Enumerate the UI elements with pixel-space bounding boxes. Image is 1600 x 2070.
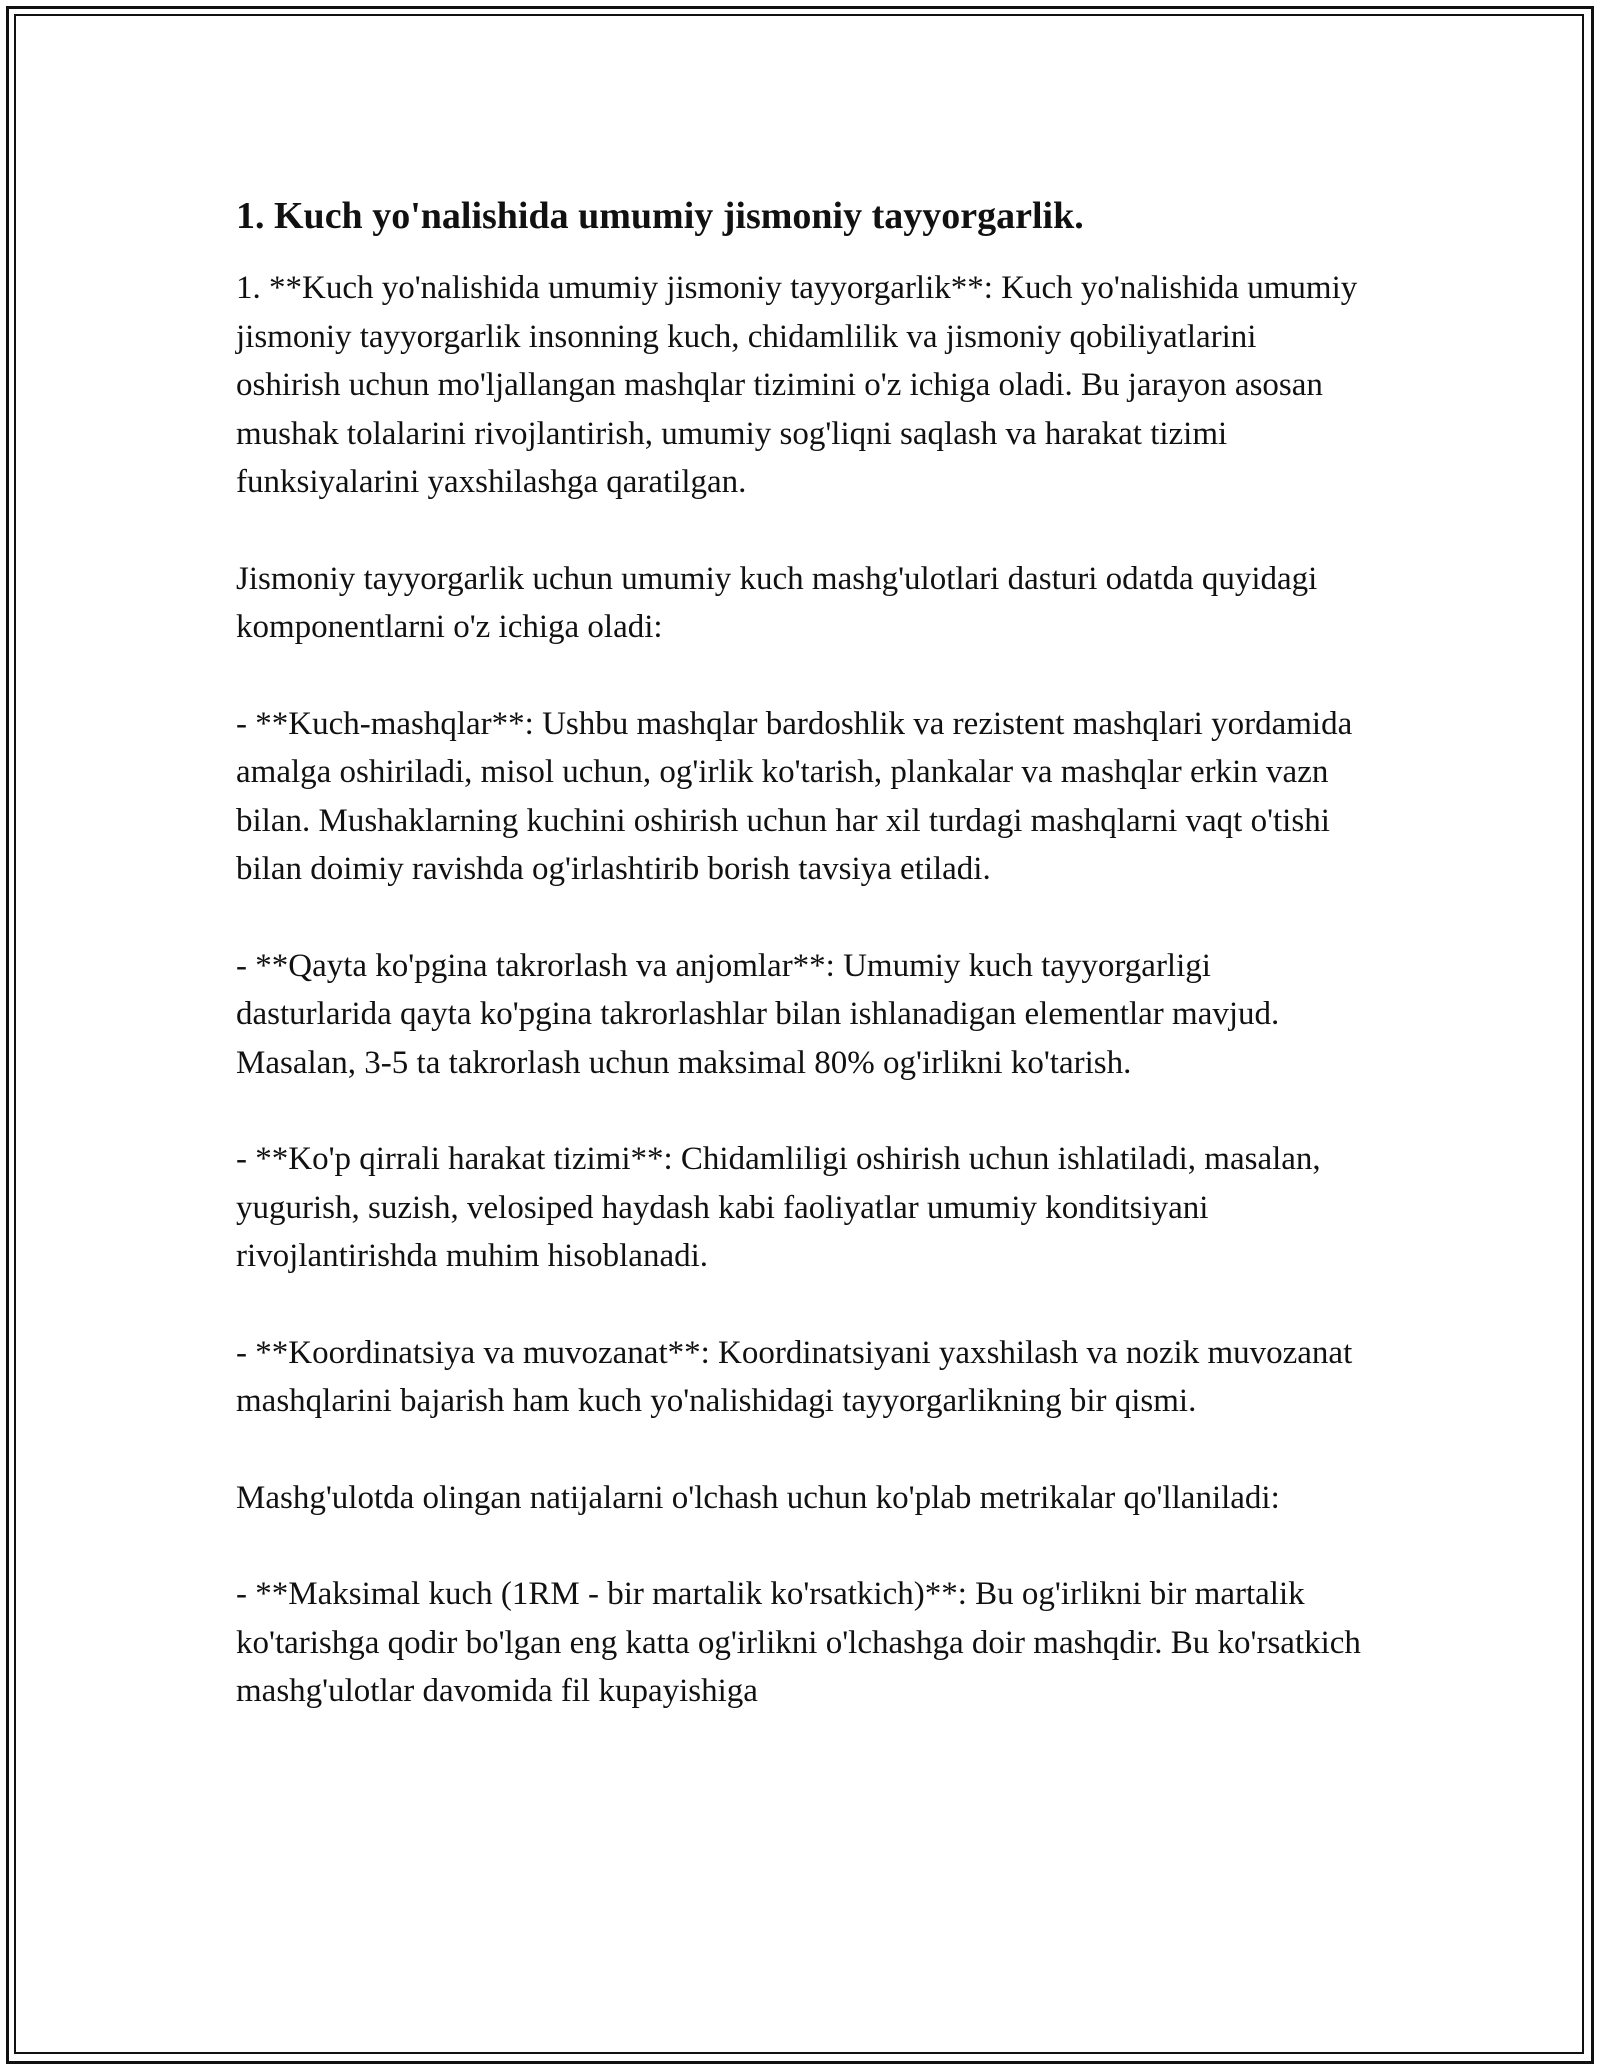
- list-item-movement-system: - **Ko'p qirrali harakat tizimi**: Chidamliligi oshirish uchun ishlatiladi, masalan, yugurish, suzish, velosiped haydash kabi faoliyatlar umumiy konditsiyani rivojlantirishda muhim hisoblanadi.: [236, 1141, 1321, 1274]
- section-heading: 1. Kuch yo'nalishida umumiy jismoniy tayyorgarlik.: [236, 195, 1084, 237]
- list-item-repetitions: - **Qayta ko'pgina takrorlash va anjomlar**: Umumiy kuch tayyorgarligi dasturlarida qayta ko'pgina takrorlashlar bilan ishlanadigan elementlar mavjud. Masalan, 3-5 ta takrorlash uchun maksimal 80% og'irlikni ko'tarish.: [236, 947, 1280, 1081]
- list-item-coordination-balance: - **Koordinatsiya va muvozanat**: Koordinatsiyani yaxshilash va nozik muvozanat mashqlarini bajarish ham kuch yo'nalishidagi tayyorgarlikning bir qismi.: [236, 1334, 1353, 1419]
- paragraph-metrics-intro: Mashg'ulotda olingan natijalarni o'lchash uchun ko'plab metrikalar qo'llaniladi:: [236, 1479, 1280, 1516]
- paragraph-intro: 1. **Kuch yo'nalishida umumiy jismoniy tayyorgarlik**: Kuch yo'nalishida umumiy jismoniy tayyorgarlik insonning kuch, chidamlilik va jismoniy qobiliyatlarini oshirish uchun mo'ljallangan mashqlar tizimini o'z ichiga oladi. Bu jarayon asosan mushak tolalarini rivojlantirish, umumiy sog'liqni saqlash va harakat tizimi funksiyalarini yaxshilashga qaratilgan.: [236, 270, 1358, 500]
- list-item-max-strength: - **Maksimal kuch (1RM - bir martalik ko'rsatkich)**: Bu og'irlikni bir martalik ko'tarishga qodir bo'lgan eng katta og'irlikni o'lchashga doir mashqdir. Bu ko'rsatkich mashg'ulotlar davomida fil kupayishiga: [236, 1576, 1361, 1709]
- list-item-strength-exercises: - **Kuch-mashqlar**: Ushbu mashqlar bardoshlik va rezistent mashqlari yordamida amalga oshiriladi, misol uchun, og'irlik ko'tarish, plankalar va mashqlar erkin vazn bilan. Mushaklarning kuchini oshirish uchun har xil turdagi mashqlarni vaqt o'tishi bilan doimiy ravishda og'irlashtirib borish tavsiya etiladi.: [236, 705, 1353, 887]
- document-body: [236, 188, 1366, 1716]
- paragraph-program-components: Jismoniy tayyorgarlik uchun umumiy kuch mashg'ulotlari dasturi odatda quyidagi komponentlarni o'z ichiga oladi:: [236, 560, 1318, 645]
